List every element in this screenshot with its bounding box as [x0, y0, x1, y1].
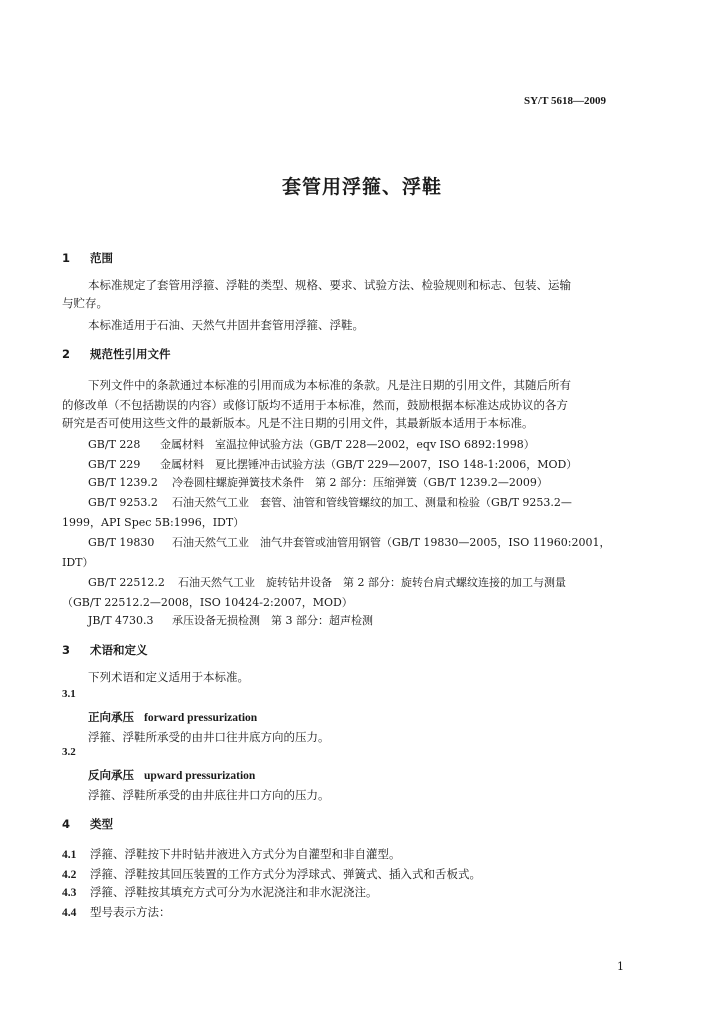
reference-item — [88, 494, 572, 510]
section-1-para-line: 与贮存。 — [62, 296, 108, 310]
reference-code: JB/T 4730.3 — [88, 614, 154, 627]
clause-text: 浮箍、浮鞋按下井时钻井液进入方式分为自灌型和非自灌型。 — [90, 847, 401, 861]
reference-title: 石油天然气工业 油气井套管或油管用钢管（GB/T 19830—2005，ISO 11960:2001， — [172, 536, 611, 549]
reference-code: GB/T 22512.2 — [88, 576, 165, 589]
section-3-heading — [62, 642, 148, 658]
reference-title: 冷卷圆柱螺旋弹簧技术条件 第 2 部分：压缩弹簧（GB/T 1239.2—2009） — [172, 476, 548, 489]
term-definition: 浮箍、浮鞋所承受的由井口往井底方向的压力。 — [88, 730, 330, 744]
section-number: 2 — [62, 347, 71, 361]
standard-code: SY/T 5618—2009 — [524, 95, 607, 107]
section-1-para2: 本标准适用于石油、天然气井固井套管用浮箍、浮鞋。 — [88, 318, 364, 332]
section-4-heading — [62, 816, 113, 832]
section-2-intro-line: 研究是否可使用这些文件的最新版本。凡是不注日期的引用文件，其最新版本适用于本标准。 — [62, 416, 534, 430]
clause-item — [62, 846, 401, 862]
clause-item — [62, 904, 171, 920]
clause-number: 3.1 — [62, 688, 76, 700]
reference-item — [88, 534, 610, 550]
section-title: 类型 — [90, 817, 113, 831]
section-title: 范围 — [90, 251, 113, 265]
section-title: 规范性引用文件 — [90, 347, 171, 361]
reference-item — [88, 574, 566, 590]
clause-item — [62, 866, 481, 882]
reference-item — [88, 456, 577, 472]
page-number: 1 — [617, 960, 624, 973]
section-1-heading — [62, 250, 113, 266]
term-definition: 浮箍、浮鞋所承受的由井底往井口方向的压力。 — [88, 788, 330, 802]
term-heading — [88, 709, 257, 725]
reference-title: 金属材料 夏比摆锤冲击试验方法（GB/T 229—2007，ISO 148-1:2006，MOD） — [160, 458, 578, 471]
reference-item — [88, 474, 548, 490]
clause-number: 4.1 — [62, 849, 77, 861]
reference-code: GB/T 9253.2 — [88, 496, 158, 509]
clause-number: 4.3 — [62, 887, 77, 899]
section-2-intro-line: 的修改单（不包括勘误的内容）或修订版均不适用于本标准，然而，鼓励根据本标准达成协议的各方 — [62, 398, 568, 412]
clause-number: 4.4 — [62, 907, 77, 919]
section-2-heading — [62, 346, 171, 362]
section-title: 术语和定义 — [90, 643, 148, 657]
clause-number: 3.2 — [62, 746, 76, 758]
term-zh: 正向承压 — [88, 710, 134, 724]
reference-title: 石油天然气工业 旋转钻井设备 第 2 部分：旋转台肩式螺纹连接的加工与测量 — [178, 576, 566, 589]
section-3-intro: 下列术语和定义适用于本标准。 — [88, 670, 249, 684]
section-number: 1 — [62, 251, 71, 265]
section-1-para-line: 本标准规定了套管用浮箍、浮鞋的类型、规格、要求、试验方法、检验规则和标志、包装、运输 — [88, 278, 571, 292]
clause-text: 浮箍、浮鞋按其填充方式可分为水泥浇注和非水泥浇注。 — [90, 885, 378, 899]
reference-code: GB/T 228 — [88, 438, 141, 451]
clause-item — [62, 884, 378, 900]
section-number: 3 — [62, 643, 71, 657]
term-en: forward pressurization — [144, 712, 258, 724]
reference-title: 金属材料 室温拉伸试验方法（GB/T 228—2002，eqv ISO 6892:1998） — [160, 438, 535, 451]
reference-code: GB/T 19830 — [88, 536, 155, 549]
reference-code: GB/T 1239.2 — [88, 476, 158, 489]
section-number: 4 — [62, 817, 71, 831]
clause-text: 浮箍、浮鞋按其回压装置的工作方式分为浮球式、弹簧式、插入式和舌板式。 — [90, 867, 481, 881]
reference-continuation: 1999，API Spec 5B:1996，IDT） — [62, 516, 245, 529]
clause-text: 型号表示方法： — [90, 905, 171, 919]
reference-continuation: （GB/T 22512.2—2008，ISO 10424-2:2007，MOD） — [62, 596, 353, 609]
document-title: 套管用浮箍、浮鞋 — [281, 176, 442, 198]
term-heading — [88, 767, 255, 783]
clause-number: 4.2 — [62, 869, 77, 881]
reference-code: GB/T 229 — [88, 458, 141, 471]
section-2-intro-line: 下列文件中的条款通过本标准的引用而成为本标准的条款。凡是注日期的引用文件，其随后所有 — [88, 378, 571, 392]
term-en: upward pressurization — [144, 770, 256, 782]
reference-title: 石油天然气工业 套管、油管和管线管螺纹的加工、测量和检验（GB/T 9253.2— — [172, 496, 572, 509]
reference-item — [88, 436, 535, 452]
reference-continuation: IDT） — [62, 556, 94, 569]
reference-item — [88, 612, 373, 628]
reference-title: 承压设备无损检测 第 3 部分：超声检测 — [172, 614, 373, 627]
term-zh: 反向承压 — [88, 768, 134, 782]
